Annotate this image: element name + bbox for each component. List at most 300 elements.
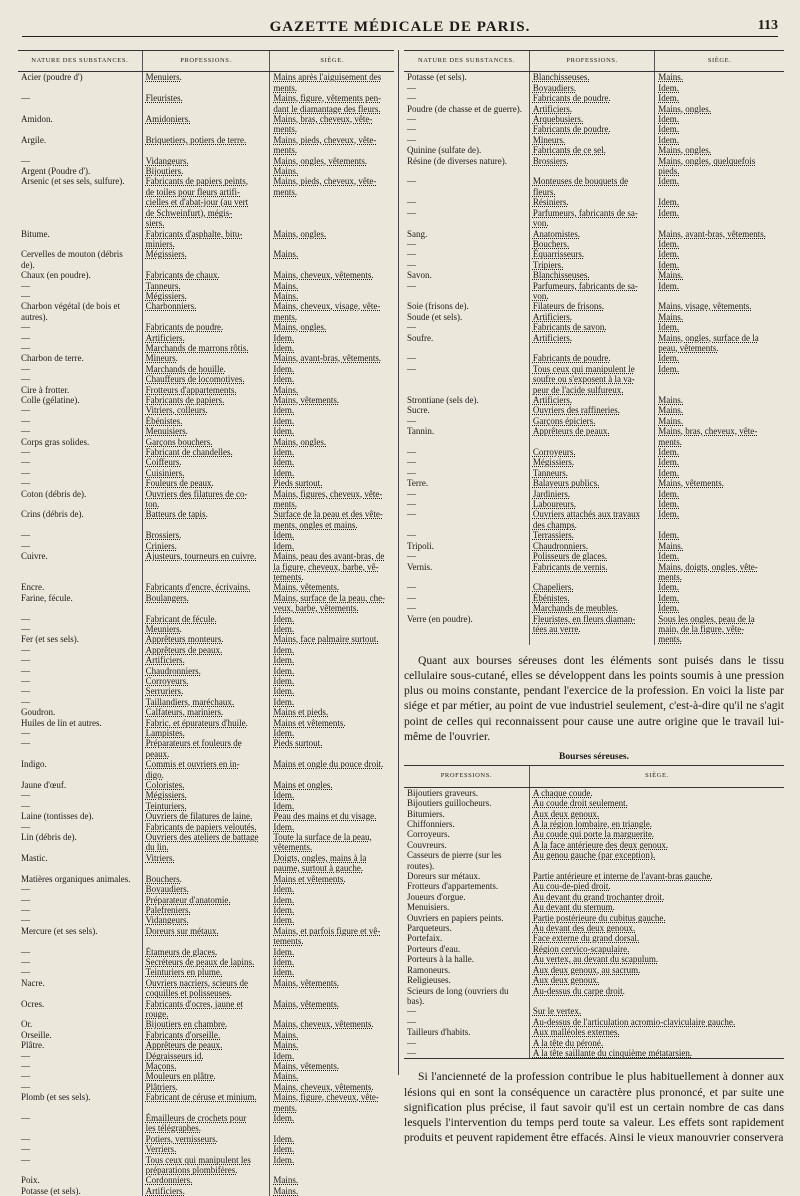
table-cell: Maçons.	[142, 1061, 270, 1071]
table-cell: Ramoneurs.	[407, 964, 451, 975]
table-cell: Mineurs.	[142, 353, 270, 363]
table-cell: —	[407, 551, 416, 562]
table-row	[404, 322, 784, 332]
table-cell	[270, 1165, 394, 1175]
column-header-siege: SIÈGE.	[529, 766, 784, 787]
table-row	[18, 967, 394, 977]
table-cell: Apprêteurs de peaux.	[142, 645, 270, 655]
table-cell: —	[407, 467, 416, 478]
table-cell: Artificiers.	[529, 104, 654, 114]
table-cell: —	[21, 738, 30, 749]
table-row	[18, 947, 394, 957]
closing-paragraph: Si l'ancienneté de la profession contribue le plus habituellement à donner aux lésions qui en sont la conséquence un caractère plus prononcé, et par suite une signification plus précise, il faut savoir qu'il est un certain nombre de cas dans lesquels l'intervention du temps perd toute sa valeur. Les effets sont rapidement produits et peuvent rapidement être effacés. Ainsi le vieux manouvrier conservera	[404, 1070, 784, 1145]
table-cell	[142, 260, 270, 270]
table-cell: Cire à frotter.	[21, 384, 70, 395]
table-cell: —	[21, 1050, 30, 1061]
table-row	[18, 884, 394, 894]
table-cell: Sang.	[407, 228, 428, 239]
table-cell: Au vertex, au devant du scapulum.	[529, 954, 784, 964]
table-cell: Jaune d'œuf.	[21, 780, 67, 791]
table-cell	[18, 770, 142, 780]
table-cell: Ocres.	[21, 998, 45, 1009]
table-cell: —	[21, 665, 30, 676]
table-row	[404, 819, 784, 829]
table-cell: Cervelles de mouton (débris	[21, 249, 123, 260]
table-body	[404, 787, 784, 1058]
table-cell	[270, 770, 394, 780]
table-cell: Mains, figures, cheveux, vête-	[270, 489, 394, 499]
table-cell: Taillandiers, maréchaux.	[142, 697, 270, 707]
table-row	[18, 93, 394, 103]
table-cell	[404, 520, 529, 530]
table-cell: Vernis.	[407, 561, 433, 572]
table-row	[18, 738, 394, 748]
table-cell: Au coude droit seulement.	[529, 798, 784, 808]
table-row	[18, 582, 394, 592]
table-cell: Équarrisseurs.	[529, 249, 654, 259]
table-cell: —	[407, 114, 416, 125]
table-cell: Sous les ongles, peau de la	[655, 614, 784, 624]
table-cell	[270, 197, 394, 207]
table-cell	[142, 145, 270, 155]
table-cell: Parfumeurs, fabricants de sa-	[529, 208, 654, 218]
table-cell: miniers.	[142, 239, 270, 249]
table-cell: Portefaix.	[407, 933, 443, 944]
substances-table-left	[18, 50, 394, 1196]
table-cell: Idem.	[270, 686, 394, 696]
table-cell: Étameurs de glaces.	[142, 947, 270, 957]
table-row	[18, 562, 394, 572]
table-cell: Ouvriers des raffineries.	[529, 405, 654, 415]
table-row	[404, 385, 784, 395]
table-cell: Idem.	[270, 343, 394, 353]
table-cell	[142, 1103, 270, 1113]
table-cell: Pieds surtout.	[270, 478, 394, 488]
table-row	[404, 1027, 784, 1037]
table-cell: Ouvriers des filatures de co-	[142, 489, 270, 499]
table-row	[18, 249, 394, 259]
table-cell	[404, 218, 529, 228]
table-cell: Mains, ongles.	[270, 437, 394, 447]
table-row	[404, 892, 784, 902]
table-row	[404, 343, 784, 353]
table-cell: Monteuses de bouquets de	[529, 176, 654, 186]
table-cell: Fleuristes, en fleurs diaman-	[529, 614, 654, 624]
table-cell: Idem.	[270, 468, 394, 478]
table-cell	[270, 218, 394, 228]
table-cell: Apprêteurs de peaux.	[142, 1040, 270, 1050]
table-cell	[404, 437, 529, 447]
table-cell: Joueurs d'orgue.	[407, 891, 466, 902]
table-row	[18, 322, 394, 332]
table-row	[404, 913, 784, 923]
table-cell: Idem.	[270, 884, 394, 894]
table-cell: Mains.	[270, 281, 394, 291]
table-cell: Sur le vertex.	[529, 1006, 784, 1016]
table-cell: Frotteurs d'appartements.	[142, 385, 270, 395]
table-body	[18, 72, 394, 1196]
table-cell: Mains, figure, vêtements pen-	[270, 93, 394, 103]
table-row	[404, 395, 784, 405]
table-cell: —	[407, 447, 416, 458]
table-cell	[270, 1009, 394, 1019]
table-cell: Tous ceux qui manipulent le	[529, 364, 654, 374]
table-cell: Idem.	[655, 457, 784, 467]
table-cell	[18, 936, 142, 946]
table-cell: ments.	[270, 124, 394, 134]
column-header-professions: PROFESSIONS.	[404, 766, 529, 787]
table-cell	[18, 239, 142, 249]
table-cell: Quinine (sulfate de).	[407, 145, 482, 156]
table-row	[18, 499, 394, 509]
table-cell: Partie antérieure et interne de l'avant-bras gauche.	[529, 871, 784, 881]
table-cell: Au-dessus du carpe droit.	[529, 986, 784, 996]
table-cell: Brossiers.	[529, 156, 654, 166]
table-cell: —	[21, 623, 30, 634]
column-header-siege: SIÈGE.	[655, 51, 784, 72]
table-cell: Artificiers.	[529, 312, 654, 322]
table-cell: —	[21, 1154, 30, 1165]
table-cell: Au devant du grand trochanter droit.	[529, 892, 784, 902]
table-cell: Tannin.	[407, 426, 435, 437]
table-cell: A la région lombaire, en triangle.	[529, 819, 784, 829]
table-row	[18, 749, 394, 759]
table-cell: Idem.	[655, 509, 784, 519]
table-cell: Chaudronniers.	[529, 541, 654, 551]
table-cell: —	[21, 93, 30, 104]
table-cell: Mégissiers.	[142, 249, 270, 259]
table-row	[18, 353, 394, 363]
table-cell: dant le diamantage des fleurs.	[270, 104, 394, 114]
table-row	[18, 863, 394, 873]
table-cell: Idem.	[655, 530, 784, 540]
table-cell: peaux.	[142, 749, 270, 759]
table-cell: Mégissiers.	[142, 291, 270, 301]
table-cell: Fabricants de savon.	[529, 322, 654, 332]
table-row	[404, 135, 784, 145]
table-row	[404, 923, 784, 933]
table-cell: Acier (poudre d')	[21, 72, 83, 83]
table-cell: Frotteurs d'appartements.	[407, 881, 499, 892]
table-cell: —	[407, 124, 416, 135]
table-row	[18, 1113, 394, 1123]
table-cell	[655, 374, 784, 384]
table-cell: Scieurs de long (ouvriers du	[407, 985, 509, 996]
table-cell: —	[21, 894, 30, 905]
table-cell: Nacre.	[21, 977, 45, 988]
table-cell: —	[21, 426, 30, 437]
table-row	[404, 437, 784, 447]
table-cell: Aux malléoles externes.	[529, 1027, 784, 1037]
table-cell	[529, 572, 654, 582]
table-row	[18, 457, 394, 467]
table-cell: Artificiers.	[529, 395, 654, 405]
table-cell: —	[21, 1144, 30, 1155]
table-cell: digo.	[142, 770, 270, 780]
table-cell: Idem.	[655, 249, 784, 259]
table-cell: Commis et ouvriers en in-	[142, 759, 270, 769]
intro-paragraph: Quant aux bourses séreuses dont les éléments sont puisés dans le tissu cellulaire sous-cutané, elles se développent dans les points soumis à une pression plus ou moins constante, pendant l'exercice de la profession. En voici la liste par siége et par métier, au point de vue industriel seulement, c'est-à-dire qu'il ne s'agit point de celles qui reconnaissent pour cause une autre origine que le travail lui-même de l'ouvrier.	[404, 653, 784, 743]
table-cell: Idem.	[655, 260, 784, 270]
table-cell: Idem.	[270, 333, 394, 343]
table-cell: —	[407, 1037, 416, 1048]
table-row	[18, 489, 394, 499]
table-cell: Lin (débris de).	[21, 832, 77, 843]
table-row	[18, 572, 394, 582]
table-cell: Artificiers.	[529, 333, 654, 343]
table-cell: Jardiniers.	[529, 489, 654, 499]
table-cell: tements.	[270, 936, 394, 946]
table-row	[18, 624, 394, 634]
table-cell: —	[407, 603, 416, 614]
table-cell	[18, 218, 142, 228]
table-row	[404, 975, 784, 985]
table-cell: Mains, peau des avant-bras, de	[270, 551, 394, 561]
table-cell: Au coude qui porte la marguerite.	[529, 829, 784, 839]
table-cell: —	[21, 1133, 30, 1144]
table-cell: Fabricants de papiers veloutés.	[142, 822, 270, 832]
table-cell: vêtements.	[270, 842, 394, 852]
table-cell: Mains et pieds.	[270, 707, 394, 717]
table-cell	[18, 145, 142, 155]
table-row	[18, 291, 394, 301]
table-cell: —	[21, 915, 30, 926]
column-header-nature: NATURE DES SUBSTANCES.	[404, 51, 529, 72]
table-row	[404, 124, 784, 134]
table-cell	[404, 634, 529, 644]
table-row	[404, 530, 784, 540]
table-cell: Meuniers.	[142, 624, 270, 634]
table-row	[18, 447, 394, 457]
table-cell: Mains.	[655, 405, 784, 415]
table-cell: A la face antérieure des deux genoux.	[529, 840, 784, 850]
table-cell: Aux deux genoux, au sacrum.	[529, 965, 784, 975]
table-row	[18, 634, 394, 644]
table-cell: Tanneurs.	[142, 281, 270, 291]
table-row	[404, 562, 784, 572]
table-cell: —	[407, 1006, 416, 1017]
table-cell: Mains, vêtements.	[270, 1061, 394, 1071]
table-cell: Chauffeurs de locomotives.	[142, 374, 270, 384]
table-cell: Bijoutiers en chambre.	[142, 1019, 270, 1029]
table-cell: Région cervico-scapulaire.	[529, 944, 784, 954]
table-cell	[529, 166, 654, 176]
table-cell: Idem.	[270, 645, 394, 655]
table-cell: Bitume.	[21, 228, 50, 239]
table-cell: —	[21, 405, 30, 416]
table-cell: Idem.	[270, 530, 394, 540]
table-cell	[655, 218, 784, 228]
table-cell: Vitriers, colleurs.	[142, 405, 270, 415]
table-row	[404, 260, 784, 270]
table-row	[404, 426, 784, 436]
table-cell	[18, 197, 142, 207]
table-row	[18, 905, 394, 915]
table-cell: Blanchisseuses.	[529, 270, 654, 280]
table-cell: Artificiers.	[142, 1186, 270, 1196]
table-cell: Menuisiers.	[407, 902, 450, 913]
table-row	[404, 861, 784, 871]
table-row	[18, 1144, 394, 1154]
table-cell	[18, 603, 142, 613]
table-cell: Plomb (et ses sels).	[21, 1092, 91, 1103]
table-cell: Ébénistes.	[529, 593, 654, 603]
table-row	[404, 176, 784, 186]
table-row	[18, 1175, 394, 1185]
table-cell: Polisseurs de glaces.	[529, 551, 654, 561]
column-divider	[398, 50, 399, 1075]
table-cell: Mains.	[655, 270, 784, 280]
table-cell: ments.	[655, 634, 784, 644]
table-cell: —	[407, 134, 416, 145]
table-row	[18, 416, 394, 426]
table-cell: —	[407, 1047, 416, 1058]
table-cell: —	[407, 363, 416, 374]
table-cell: Mains, visage, vêtements.	[655, 301, 784, 311]
table-row	[404, 871, 784, 881]
table-row	[404, 447, 784, 457]
table-cell: Potasse (et sels).	[407, 72, 467, 83]
table-cell: Idem.	[270, 426, 394, 436]
table-cell: —	[21, 613, 30, 624]
table-cell: —	[407, 509, 416, 520]
table-cell: Mains, figure, cheveux, vête-	[270, 1092, 394, 1102]
table-row	[404, 114, 784, 124]
table-cell: Au devant des deux genoux.	[529, 923, 784, 933]
table-cell: préparations plombifères.	[142, 1165, 270, 1175]
table-cell	[18, 1165, 142, 1175]
table-cell: Fabricants de ce sel.	[529, 145, 654, 155]
table-row	[404, 416, 784, 426]
table-cell: Tripoli.	[407, 540, 434, 551]
table-cell: Bouchers.	[529, 239, 654, 249]
table-cell: Idem.	[270, 447, 394, 457]
table-cell: Fer (et ses sels).	[21, 634, 79, 645]
table-row	[404, 72, 784, 83]
table-row	[404, 902, 784, 912]
table-cell: —	[407, 582, 416, 593]
table-row	[18, 842, 394, 852]
table-cell: —	[407, 176, 416, 187]
table-cell: Terrassiers.	[529, 530, 654, 540]
table-cell: la figure, cheveux, barbe, vê-	[270, 562, 394, 572]
table-cell: Mouleurs en plâtre.	[142, 1071, 270, 1081]
table-row	[18, 218, 394, 228]
table-cell: Ouvriers en papiers peints.	[407, 912, 504, 923]
table-cell: cielles et d'abat-jour (au vert	[142, 197, 270, 207]
table-cell: Mains.	[270, 166, 394, 176]
table-cell	[404, 166, 529, 176]
table-row	[404, 850, 784, 860]
table-cell: Mastic.	[21, 852, 48, 863]
table-cell	[18, 104, 142, 114]
table-row	[18, 1030, 394, 1040]
table-row	[18, 1071, 394, 1081]
table-cell: Palefreniers.	[142, 905, 270, 915]
table-cell: bas).	[407, 995, 425, 1006]
table-row	[18, 790, 394, 800]
table-cell: —	[21, 155, 30, 166]
table-cell: Doigts, ongles, mains à la	[270, 853, 394, 863]
table-cell: veux, barbe, vêtements.	[270, 603, 394, 613]
table-cell: —	[407, 322, 416, 333]
table-cell: Ouvriers de filatures de laine.	[142, 811, 270, 821]
table-row	[18, 197, 394, 207]
table-row	[404, 541, 784, 551]
table-cell: Ouvriers nacriers, scieurs de	[142, 978, 270, 988]
table-cell: Fabricants de papiers.	[142, 395, 270, 405]
table-cell: Mains.	[655, 416, 784, 426]
table-cell: Peau des mains et du visage.	[270, 811, 394, 821]
table-cell: Idem.	[270, 1155, 394, 1165]
table-cell: Bijoutiers graveurs.	[407, 787, 478, 798]
table-cell: Idem.	[270, 1134, 394, 1144]
bourses-table	[404, 765, 784, 1058]
table-cell: Mains, doigts, ongles, vête-	[655, 562, 784, 572]
bourses-title: Bourses séreuses.	[558, 751, 630, 762]
table-cell: Mains, cheveux, vêtements.	[270, 1082, 394, 1092]
table-cell: Idem.	[270, 364, 394, 374]
table-cell: Fabricants de chaux.	[142, 270, 270, 280]
right-column	[404, 50, 784, 1157]
table-cell	[655, 520, 784, 530]
table-cell: Idem.	[270, 676, 394, 686]
table-cell	[404, 291, 529, 301]
column-header-professions: PROFESSIONS.	[142, 51, 270, 72]
table-cell: Mains.	[270, 1030, 394, 1040]
table-cell	[18, 988, 142, 998]
table-cell: Doreurs sur métaux.	[142, 926, 270, 936]
table-row	[404, 166, 784, 176]
table-cell: Idem.	[655, 489, 784, 499]
table-cell: Mains, ongles, quelquefois	[655, 156, 784, 166]
table-cell	[142, 83, 270, 93]
table-row	[18, 1165, 394, 1175]
table-row	[18, 509, 394, 519]
table-cell: Fabricants de poudre.	[529, 124, 654, 134]
table-cell: Mains et vêtements.	[270, 718, 394, 728]
table-cell: Lampistes.	[142, 728, 270, 738]
table-cell	[18, 83, 142, 93]
table-row	[18, 270, 394, 280]
table-cell: coquilles et polisseuses.	[142, 988, 270, 998]
table-row	[18, 301, 394, 311]
table-cell	[142, 863, 270, 873]
table-cell: Idem.	[270, 822, 394, 832]
table-cell: Argent (Poudre d').	[21, 166, 91, 177]
page-header	[22, 14, 778, 37]
table-row	[404, 478, 784, 488]
table-row	[404, 468, 784, 478]
table-row	[18, 614, 394, 624]
table-cell: Soie (frisons de).	[407, 301, 469, 312]
table-row	[18, 478, 394, 488]
table-cell: Laine (tontisses de).	[21, 811, 94, 822]
table-row	[18, 1155, 394, 1165]
table-cell	[529, 996, 784, 1006]
table-row	[18, 978, 394, 988]
table-cell: Arsenic (et ses sels, sulfure).	[21, 176, 125, 187]
table-cell: Mains.	[270, 1071, 394, 1081]
table-row	[18, 1103, 394, 1113]
table-cell: —	[407, 1016, 416, 1027]
table-cell: Potiers, vernisseurs.	[142, 1134, 270, 1144]
substances-table-right	[404, 50, 784, 645]
table-cell: —	[407, 592, 416, 603]
table-cell: Idem.	[270, 655, 394, 665]
table-cell	[655, 385, 784, 395]
table-cell: tées au verre.	[529, 624, 654, 634]
